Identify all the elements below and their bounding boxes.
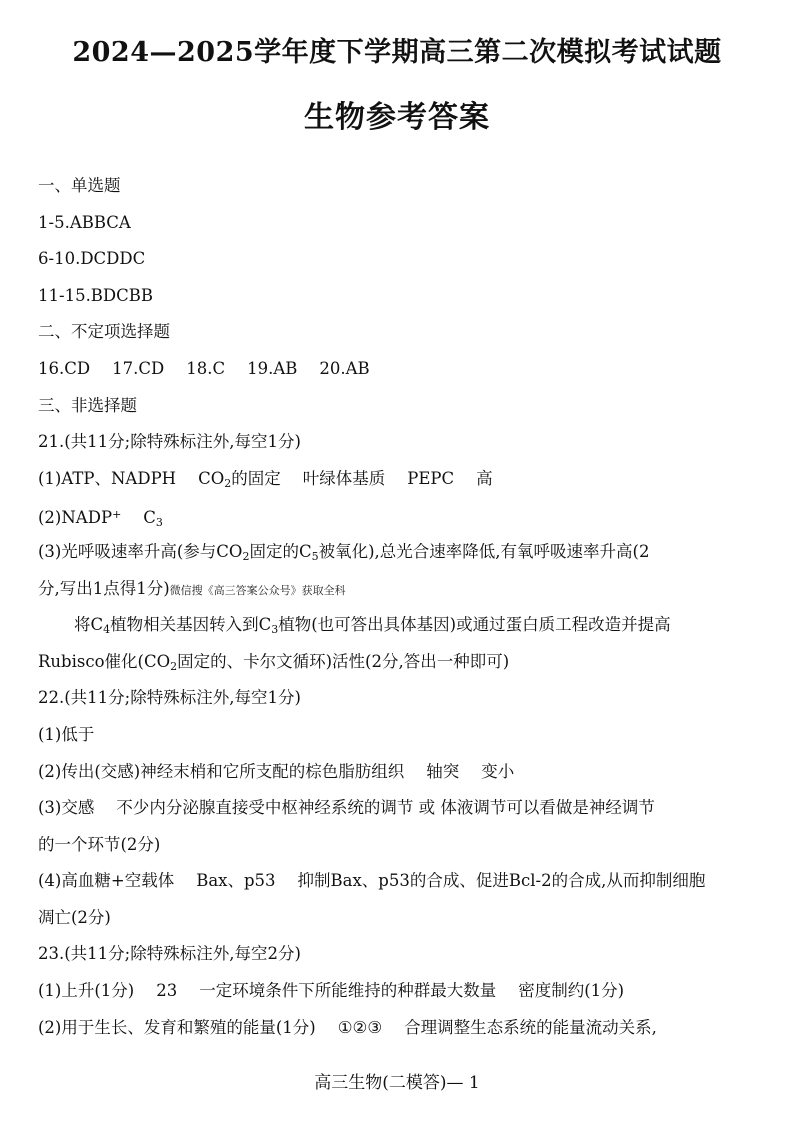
answer-content [38, 168, 760, 1046]
answer-row-16-20 [38, 351, 760, 388]
answer-row-6-10: 6-10.DCDDC [38, 249, 146, 269]
page-title: 2024—2025学年度下学期高三第二次模拟考试试题 [72, 37, 722, 68]
q21-part1: (1)ATP、NADPH $CO_2$的固定 叶绿体基质 PEPC 高 [38, 468, 493, 490]
q22-part4-line2: 凋亡(2分) [38, 907, 111, 927]
answer-20: 20.AB [319, 358, 370, 378]
q21-heading: 21.(共11分;除特殊标注外,每空1分) [38, 432, 301, 452]
q22-heading: 22.(共11分;除特殊标注外,每空1分) [38, 688, 301, 708]
q22-part2: (2)传出(交感)神经末梢和它所支配的棕色脂肪组织 轴突 变小 [38, 761, 515, 781]
q21-part4-line2: Rubisco催化($CO_2$固定的、卡尔文循环)活性(2分,答出一种即可) [38, 651, 510, 673]
section-heading-multi-choice: 二、不定项选择题 [38, 322, 170, 342]
section-heading-single-choice: 一、单选题 [38, 176, 121, 195]
q22-part3-line2: 的一个环节(2分) [38, 834, 161, 854]
answer-row-1-5: 1-5.ABBCA [38, 212, 131, 232]
q22-part3-line1: (3)交感 不少内分泌腺直接受中枢神经系统的调节 或 体液调节可以看做是神经调节 [38, 798, 655, 818]
q21-part3-line1: (3)光呼吸速率升高(参与$CO_2$固定的$C_5$被氧化),总光合速率降低,有氧呼吸速率升高(2 [38, 541, 650, 563]
q22-part4-line1: (4)高血糖+空载体 Bax、p53 抑制Bax、p53的合成、促进Bcl-2的合成,从而抑制细胞 [38, 871, 706, 891]
answer-18: 18.C [186, 358, 226, 378]
section-heading-non-choice: 三、非选择题 [38, 395, 137, 415]
q23-part2: (2)用于生长、发育和繁殖的能量(1分) ①②③ 合理调整生态系统的能量流动关系, [38, 1017, 657, 1037]
answer-19: 19.AB [247, 358, 298, 378]
page-subtitle: 生物参考答案 [304, 100, 490, 135]
q23-part1: (1)上升(1分) 23 一定环境条件下所能维持的种群最大数量 密度制约(1分) [38, 981, 625, 1001]
answer-16: 16.CD [38, 358, 91, 378]
q21-part4-line1: 将$C_4$植物相关基因转入到$C_3$植物(也可答出具体基因)或通过蛋白质工程改造并提高 [74, 615, 671, 637]
q21-part2: (2)NADP+ $C_3$ [38, 508, 163, 530]
answer-17: 17.CD [112, 358, 165, 378]
q21-part3-line2: 分,写出1点得1分)微信搜《高三答案公众号》获取全科 [38, 578, 346, 598]
page-footer: 高三生物(二模答)— 1 [314, 1073, 480, 1093]
q22-part1: (1)低于 [38, 724, 95, 744]
q23-heading: 23.(共11分;除特殊标注外,每空2分) [38, 944, 301, 964]
answer-row-11-15: 11-15.BDCBB [38, 285, 154, 305]
watermark-note: 微信搜《高三答案公众号》获取全科 [169, 583, 346, 597]
